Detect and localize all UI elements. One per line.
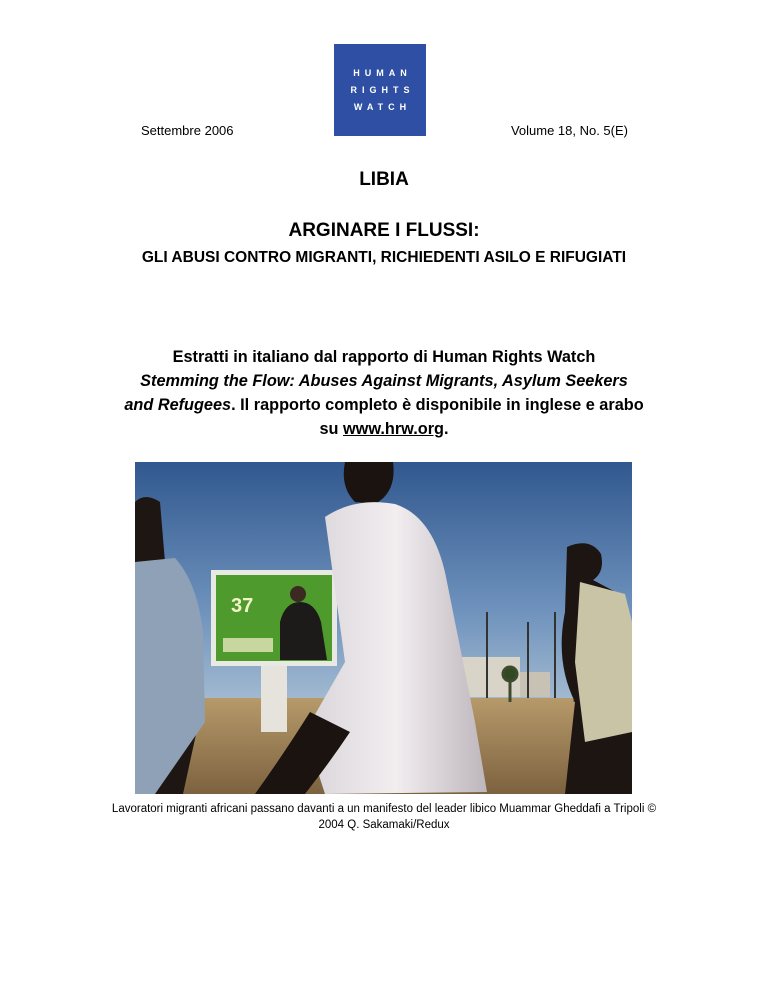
billboard-number: 37 [231, 595, 254, 617]
hrw-logo [334, 44, 426, 136]
country-heading: LIBIA [359, 169, 409, 190]
hrw-website-link[interactable]: www.hrw.org [342, 420, 444, 438]
building-2 [520, 672, 550, 697]
extract-intro: Estratti in italiano dal rapporto di Human Rights Watch [172, 348, 596, 366]
report-subtitle: GLI ABUSI CONTRO MIGRANTI, RICHIEDENTI ASILO E RIFUGIATI [141, 249, 627, 266]
report-title: ARGINARE I FLUSSI: [288, 220, 480, 241]
cover-photo [135, 462, 632, 794]
billboard-banner [223, 638, 273, 652]
publication-date: Settembre 2006 [141, 123, 234, 138]
billboard-post [261, 662, 287, 732]
extract-paragraph [124, 345, 644, 441]
extract-end: . [444, 420, 449, 438]
photo-caption: Lavoratori migranti africani passano davanti a un manifesto del leader libico Muammar Gheddafi a Tripoli © 2004 Q. Sakamaki/Redux [111, 803, 657, 831]
logo-line-1: HUMAN [353, 67, 412, 78]
man-right-shirt [575, 582, 632, 742]
volume-number: Volume 18, No. 5(E) [510, 123, 628, 138]
logo-line-3: WATCH [353, 101, 412, 112]
extract-availability: . Il rapporto completo è disponibile in inglese e arabo su [231, 396, 644, 438]
logo-line-2: RIGHTS [350, 84, 415, 95]
english-report-title: Stemming the Flow: Abuses Against Migrants, Asylum Seekers and Refugees [124, 372, 628, 414]
